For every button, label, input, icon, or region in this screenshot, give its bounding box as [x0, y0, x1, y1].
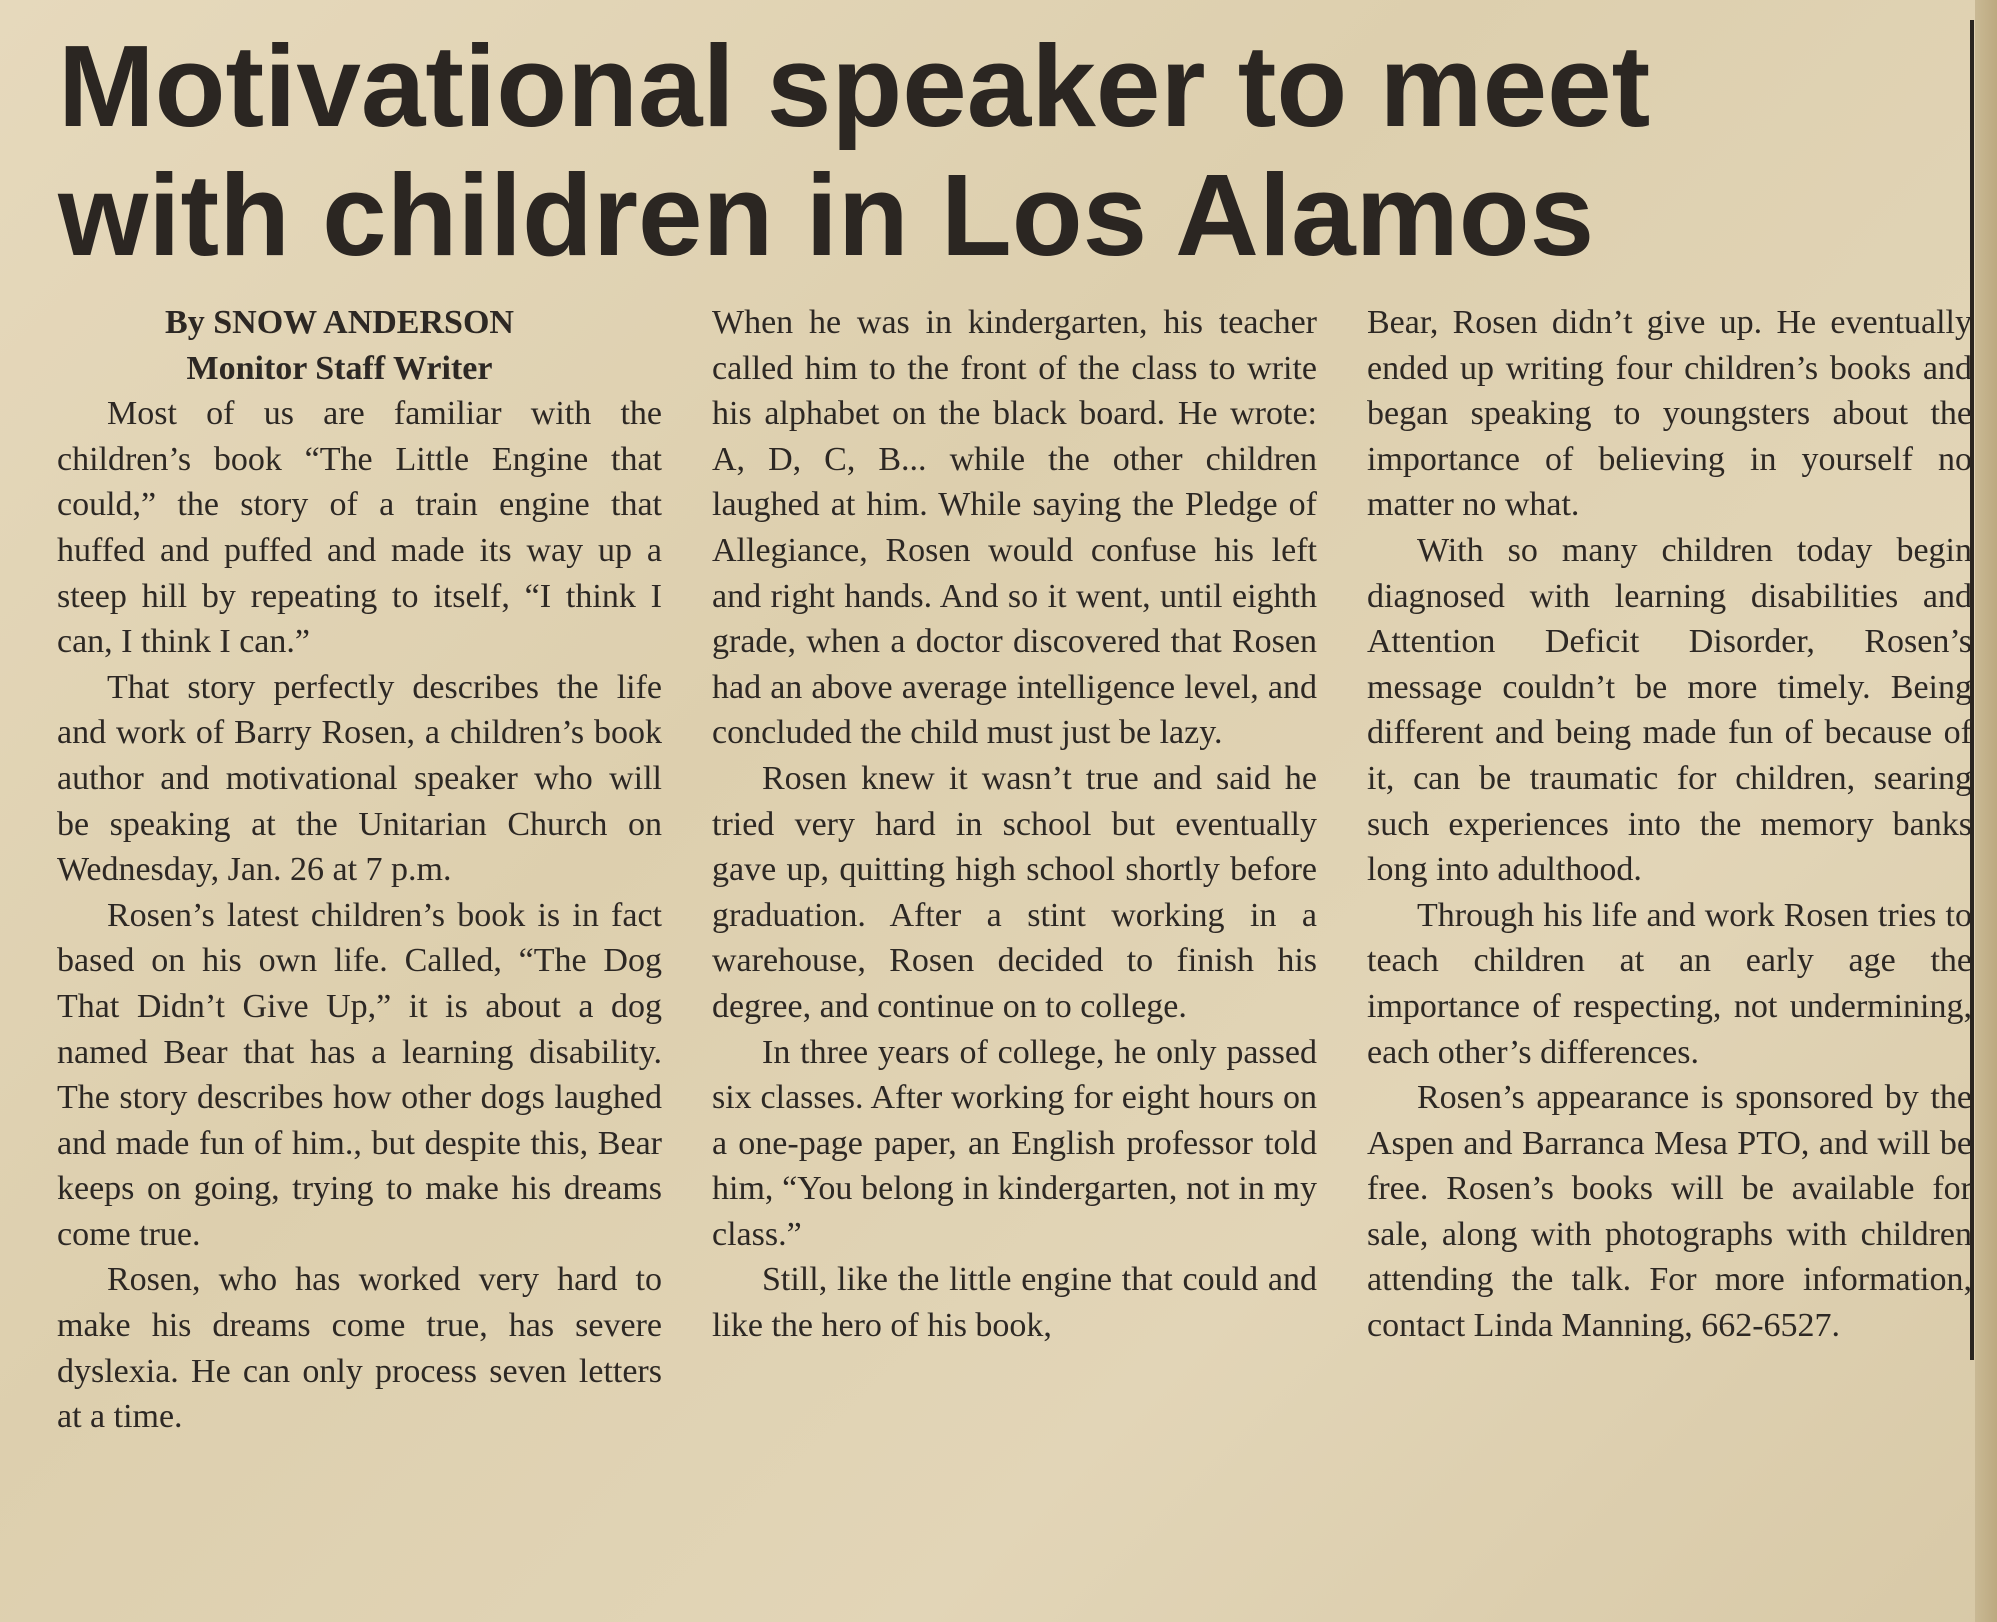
paragraph: When he was in kindergarten, his teacher called him to the front of the class to write his alphabet on the black board. He wrote: A, D, C, B... while the other children laughed at him. While saying the Pledge of Allegiance, Rosen would confuse his left and right hands. And so it went, until eighth grade, when a doctor discovered that Rosen had an above average intelligence level, and concluded the child must just be lazy. [712, 304, 1317, 752]
paragraph: Rosen’s latest children’s book is in fact based on his own life. Called, “The Dog That Didn’t Give Up,” it is about a dog named Bear that has a learning disability. The story describes how other dogs laughed and made fun of him., but despite this, Bear keeps on going, trying to make his dreams come true. [57, 896, 662, 1253]
paragraph: Rosen, who has worked very hard to make his dreams come true, has severe dyslexia. He can only process seven letters at a time. [57, 1261, 662, 1436]
headline-line-2: with children in Los Alamos [58, 150, 1595, 280]
paragraph: Still, like the little engine that could and like the hero of his book, [712, 1261, 1317, 1345]
byline-author: By SNOW ANDERSON [165, 304, 514, 341]
paragraph: With so many children today begin diagnosed with learning disabilities and Attention Deficit Disorder, Rosen’s message couldn’t be more timely. Being different and being made fun of because of it, can be traumatic for children, searing such experiences into the memory banks long into adulthood. [1367, 531, 1972, 889]
paragraph: Rosen knew it wasn’t true and said he tried very hard in school but eventually gave up, quitting high school shortly before graduation. After a stint working in a warehouse, Rosen decided to finish his degree, and continue on to college. [712, 759, 1317, 1025]
paragraph: Rosen’s appearance is sponsored by the Aspen and Barranca Mesa PTO, and will be free. Rosen’s books will be available for sale, along with photographs with children attending the talk. For more information, contact Linda Manning, 662-6527. [1367, 1079, 1972, 1345]
article-column-2 [712, 300, 1317, 1349]
article-column-3 [1367, 300, 1972, 1349]
headline [58, 22, 1958, 280]
paragraph: Through his life and work Rosen tries to teach children at an early age the importance of respecting, not undermining, each other’s differences. [1367, 896, 1972, 1071]
clipping-edge [1975, 0, 1997, 1622]
headline-line-1: Motivational speaker to meet [58, 21, 1651, 151]
paragraph: That story perfectly describes the life and work of Barry Rosen, a children’s book author and motivational speaker who will be speaking at the Unitarian Church on Wednesday, Jan. 26 at 7 p.m. [57, 668, 662, 889]
article-column-1 [57, 300, 662, 1440]
paragraph: In three years of college, he only passed six classes. After working for eight hours on a one-page paper, an English professor told him, “You belong in kindergarten, not in my class.” [712, 1033, 1317, 1253]
byline-title: Monitor Staff Writer [186, 349, 493, 387]
paragraph: Most of us are familiar with the children’s book “The Little Engine that could,” the story of a train engine that huffed and puffed and made its way up a steep hill by repeating to itself, “I think I can, I think I can.” [57, 395, 662, 661]
paragraph: Bear, Rosen didn’t give up. He eventually ended up writing four children’s books and began speaking to youngsters about the importance of believing in yourself no matter no what. [1367, 304, 1972, 524]
